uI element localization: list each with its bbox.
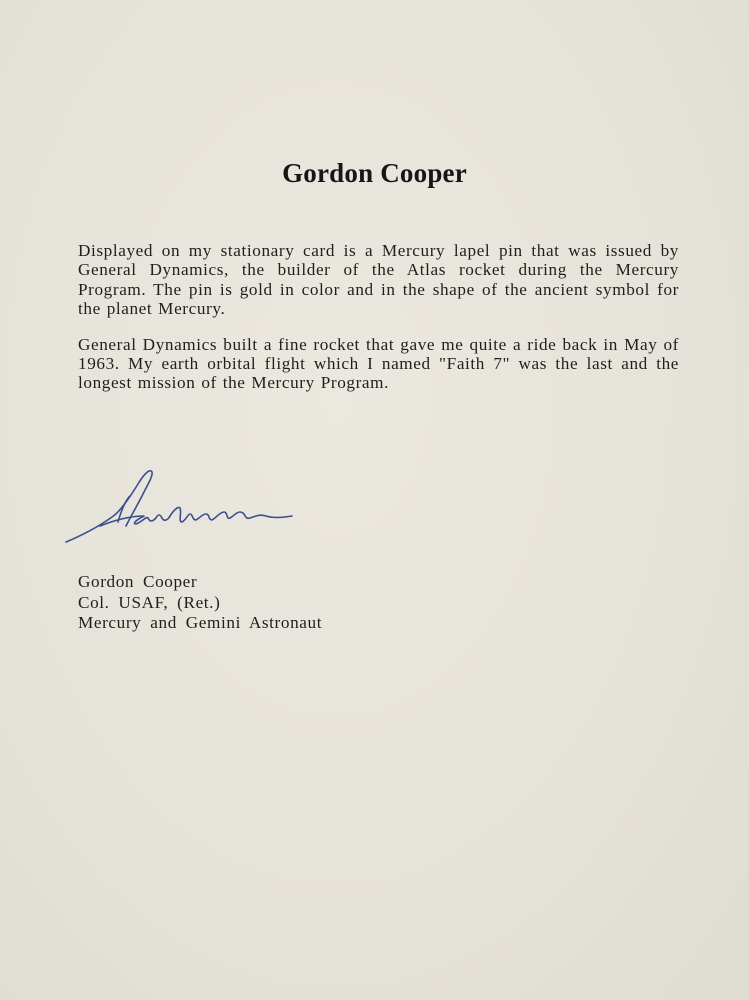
- signature-block: [78, 572, 322, 634]
- signer-name: Gordon Cooper: [78, 572, 198, 591]
- letter-title: Gordon Cooper: [282, 158, 467, 188]
- handwritten-signature: [60, 462, 310, 552]
- signer-role: Mercury and Gemini Astronaut: [78, 613, 323, 632]
- signer-rank: Col. USAF, (Ret.): [78, 592, 221, 612]
- paragraph-1: Displayed on my stationary card is a Mercury lapel pin that was issued by General Dynamics, the builder of the Atlas rocket during the Mercury Program. The pin is gold in color and in the shape of the ancient symbol for the planet Mercury.: [78, 241, 679, 319]
- paragraph-2: General Dynamics built a fine rocket that gave me quite a ride back in May of 1963. My earth orbital flight which I named "Faith 7" was the last and the longest mission of the Mercury Program.: [78, 334, 679, 393]
- letter-body: [78, 241, 679, 409]
